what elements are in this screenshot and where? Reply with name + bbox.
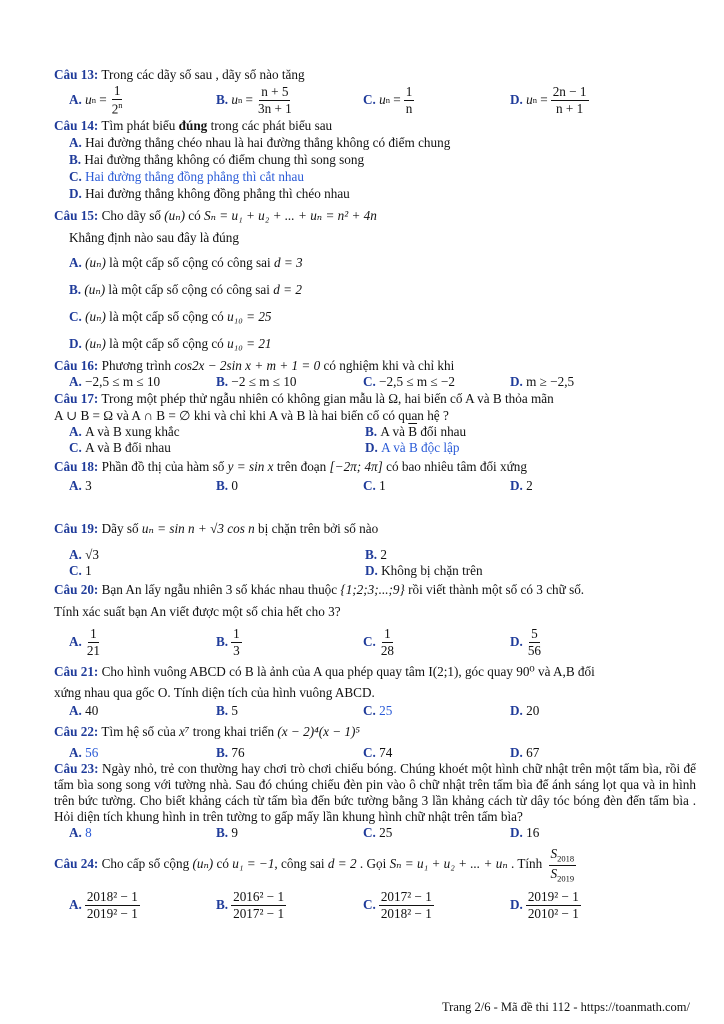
option-a[interactable]: A. $\frac{1}{21}$ (69, 625, 101, 658)
question-number: Câu 18: (54, 459, 99, 474)
fraction: $\frac{1}{2^n}$ (111, 82, 123, 117)
option-a[interactable]: A. 3 (69, 478, 92, 493)
question-number: Câu 21: (54, 664, 99, 679)
exam-page (54, 66, 696, 927)
option-d[interactable]: D. $\frac{\text{2019² − 1}}{\text{2010² − 1}}$ (510, 888, 579, 921)
option-a[interactable]: A. −2,5 ≤ m ≤ 10 (69, 374, 161, 389)
question-number: Câu 15: (54, 208, 99, 223)
option-c[interactable]: C. A và B đối nhau (69, 440, 171, 455)
option-a[interactable]: A. 56 (69, 745, 99, 760)
fraction: $\frac{2n - 1}{n + 1}$ (552, 83, 587, 116)
question-14: Câu 14: Tìm phát biểu đúng trong các phát biểu sau A. Hai đường thẳng chéo nhau là hai đường thẳng không có điểm chung B. Hai đường thẳng không có điểm chung thì song song C. Hai đường thẳng đồng phẳng thì cắt nhau D. Hai đường thẳng không đồng phẳng thì chéo nhau (54, 117, 696, 202)
question-17: Câu 17: Trong một phép thử ngẫu nhiên có không gian mẫu là Ω, hai biến cố A và B thỏa mãn A ∪ B = Ω và A ∩ B = ∅ khi và chỉ khi A và B là hai biến cố có quan hệ ? A. A và B xung khắc B. A và $\overline{B}$ đối nhau C. A và B đối nhau D. A và B độc lập (54, 390, 696, 456)
option-b[interactable]: B. u n = $\frac{n + 5}{3n + 1}$ (216, 83, 292, 116)
question-20: Câu 20: Bạn An lấy ngẫu nhiên 3 số khác nhau thuộc {1;2;3;...;9} rồi viết thành một số có 3 chữ số. Tính xác suất bạn An viết được một số chia hết cho 3? A. $\frac{1}{21}$ B. $\frac{1}{3}$ C. $\frac{1}{28}$ D. $\frac{5}{56}$ (54, 579, 696, 661)
question-number: Câu 24: (54, 856, 99, 872)
question-number: Câu 14: (54, 118, 99, 133)
option-a[interactable]: A. 40 (69, 703, 99, 718)
statement: Khẳng định nào sau đây là đúng (69, 230, 239, 245)
option-b[interactable]: B. 0 (216, 478, 238, 493)
option-c[interactable]: C. 25 (363, 703, 393, 718)
option-b[interactable]: B. Hai đường thẳng không có điểm chung thì song song (69, 152, 365, 167)
question-number: Câu 22: (54, 724, 99, 739)
fraction: $\frac{1}{n}$ (405, 83, 413, 116)
option-b[interactable]: B. 9 (216, 825, 238, 840)
option-d[interactable]: D. $\frac{5}{56}$ (510, 625, 542, 658)
option-c[interactable]: C. $\frac{1}{28}$ (363, 625, 395, 658)
option-a[interactable]: A. u n = $\frac{1}{2^n}$ (69, 82, 123, 117)
option-d[interactable]: D. 20 (510, 703, 540, 718)
option-b[interactable]: B. −2 ≤ m ≤ 10 (216, 374, 297, 389)
option-d[interactable]: D. A và B độc lập (365, 440, 460, 455)
option-a[interactable]: A. (uₙ) là một cấp số cộng có công sai d = 3 (69, 255, 303, 270)
ratio-fraction: $\frac{S_{2018}}{S_{2019}}$ (550, 846, 575, 884)
option-d[interactable]: D. Không bị chặn trên (365, 563, 483, 578)
option-c[interactable]: C. Hai đường thẳng đồng phẳng thì cắt nhau (69, 169, 304, 184)
fraction: $\frac{n + 5}{3n + 1}$ (257, 83, 292, 116)
option-c[interactable]: C. 1 (69, 563, 92, 578)
option-c[interactable]: C. 25 (363, 825, 393, 840)
formula: Sₙ = u₁ + u₂ + ... + uₙ = n² + 4n (204, 208, 377, 223)
option-a[interactable]: A. 8 (69, 825, 92, 840)
page-footer: Trang 2/6 - Mã đề thi 112 - https://toanmath.com/ (441, 1000, 690, 1014)
question-13 (54, 66, 696, 117)
option-a[interactable]: A. $\frac{\text{2018² − 1}}{\text{2019² − 1}}$ (69, 888, 138, 921)
option-c[interactable]: C. −2,5 ≤ m ≤ −2 (363, 374, 455, 389)
option-c[interactable]: C. 74 (363, 745, 393, 760)
spacer (54, 494, 696, 520)
question-18: Câu 18: Phần đồ thị của hàm số y = sin x trên đoạn [−2π; 4π] có bao nhiêu tâm đối xứng A. 3 B. 0 C. 1 D. 2 (54, 456, 696, 494)
question-24: Câu 24: Cho cấp số cộng (uₙ) có u₁ = −1, công sai d = 2 . Gọi Sₙ = u₁ + u₂ + ... + uₙ . Tính $\frac{S_{2018}}{S_{2019}}$ A. $\frac{\text{2018² − 1}}{\text{2019² − 1}}$ B. $\frac{\text{2016² − 1}}{\text{2017² − 1}}$ C. $\frac{\text{2017² − 1}}{\text{2018² − 1}}$ D. $\frac{\text{2019² − 1}}{\text{2010² − 1}}$ (54, 847, 696, 927)
question-23: Câu 23: Ngày nhỏ, trẻ con thường hay chơi trò chơi chiếu bóng. Chúng khoét một hình chữ nhật trên một tấm bìa, rồi để tấm bìa song song với tường nhà. Sau đó chúng chiếu đèn pin vào ô chữ nhật trên tấm bìa để ánh sáng lọt qua và in hình trên bức tường. Cho biết khảng cách từ tấm bìa đến bức tường bằng 3 lần khảng cách từ dây tóc bóng đèn đến tấm bìa . Hỏi diện tích khung hình in trên tường to gấp mấy lần khung hình chữ nhật trên tấm bìa? A. 8 B. 9 C. 25 D. 16 (54, 761, 697, 840)
option-a[interactable]: A. A và B xung khắc (69, 424, 180, 439)
option-c[interactable]: C. $\frac{\text{2017² − 1}}{\text{2018² − 1}}$ (363, 888, 432, 921)
option-d[interactable]: D. 67 (510, 745, 540, 760)
option-b[interactable]: B. A và $\overline{B}$ đối nhau (365, 424, 467, 439)
option-a[interactable]: A. √3 (69, 547, 99, 562)
option-b[interactable]: B. $\frac{\text{2016² − 1}}{\text{2017² − 1}}$ (216, 888, 285, 921)
option-b[interactable]: B. 5 (216, 703, 238, 718)
option-d[interactable]: D. (uₙ) là một cấp số cộng có u₁₀ = 21 (69, 336, 272, 351)
question-number: Câu 20: (54, 582, 99, 597)
question-21: Câu 21: Cho hình vuông ABCD có B là ảnh của A qua phép quay tâm I(2;1), góc quay 90⁰ và A,B đối xứng nhau qua gốc O. Tính diện tích của hình vuông ABCD. A. 40 B. 5 C. 25 D. 20 (54, 661, 696, 719)
question-number: Câu 19: (54, 521, 99, 536)
option-c[interactable]: C. u n = $\frac{1}{n}$ (363, 83, 413, 116)
option-c[interactable]: C. (uₙ) là một cấp số cộng có u₁₀ = 25 (69, 309, 272, 324)
option-d[interactable]: D. 16 (510, 825, 540, 840)
option-d[interactable]: D. 2 (510, 478, 533, 493)
option-b[interactable]: B. $\frac{1}{3}$ (216, 625, 240, 658)
question-number: Câu 17: (54, 391, 99, 406)
question-15: Câu 15: Cho dãy số (uₙ) có Sₙ = u₁ + u₂ + ... + uₙ = n² + 4n Khẳng định nào sau đây là đúng A. (uₙ) là một cấp số cộng có công sai d = 3 B. (uₙ) là một cấp số cộng có công sai d = 2 C. (uₙ) là một cấp số cộng có u₁₀ = 25 D. (uₙ) là một cấp số cộng có u₁₀ = 21 (54, 205, 696, 357)
question-22: Câu 22: Tìm hệ số của x⁷ trong khai triển (x − 2)⁴(x − 1)⁵ A. 56 B. 76 C. 74 D. 67 (54, 719, 696, 761)
question-text-line2: xứng nhau qua gốc O. Tính diện tích của hình vuông ABCD. (54, 685, 375, 700)
option-b[interactable]: B. (uₙ) là một cấp số cộng có công sai d = 2 (69, 282, 302, 297)
question-16: Câu 16: Phương trình cos2x − 2sin x + m + 1 = 0 có nghiệm khi và chỉ khi A. −2,5 ≤ m ≤ 10 B. −2 ≤ m ≤ 10 C. −2,5 ≤ m ≤ −2 D. m ≥ −2,5 (54, 357, 696, 390)
question-number: Câu 13: (54, 67, 99, 82)
option-a[interactable]: A. Hai đường thẳng chéo nhau là hai đường thẳng không có điểm chung (69, 135, 451, 150)
question-number: Câu 16: (54, 358, 99, 373)
option-b[interactable]: B. 76 (216, 745, 245, 760)
option-c[interactable]: C. 1 (363, 478, 386, 493)
question-text: Trong các dãy số sau , dãy số nào tăng (101, 67, 305, 82)
question-19: Câu 19: Dãy số uₙ = sin n + √3 cos n bị chặn trên bởi số nào A. √3 B. 2 C. 1 D. Không bị chặn trên (54, 520, 696, 579)
option-d[interactable]: D. Hai đường thẳng không đồng phẳng thì chéo nhau (69, 186, 350, 201)
question-text-line2: Tính xác suất bạn An viết được một số chia hết cho 3? (54, 604, 341, 619)
option-d[interactable]: D. m ≥ −2,5 (510, 374, 575, 389)
option-b[interactable]: B. 2 (365, 547, 387, 562)
question-number: Câu 23: (54, 761, 99, 776)
option-d[interactable]: D. u n = $\frac{2n - 1}{n + 1}$ (510, 83, 587, 116)
question-text-line2: A ∪ B = Ω và A ∩ B = ∅ khi và chỉ khi A và B là hai biến cố có quan hệ ? (54, 408, 449, 423)
